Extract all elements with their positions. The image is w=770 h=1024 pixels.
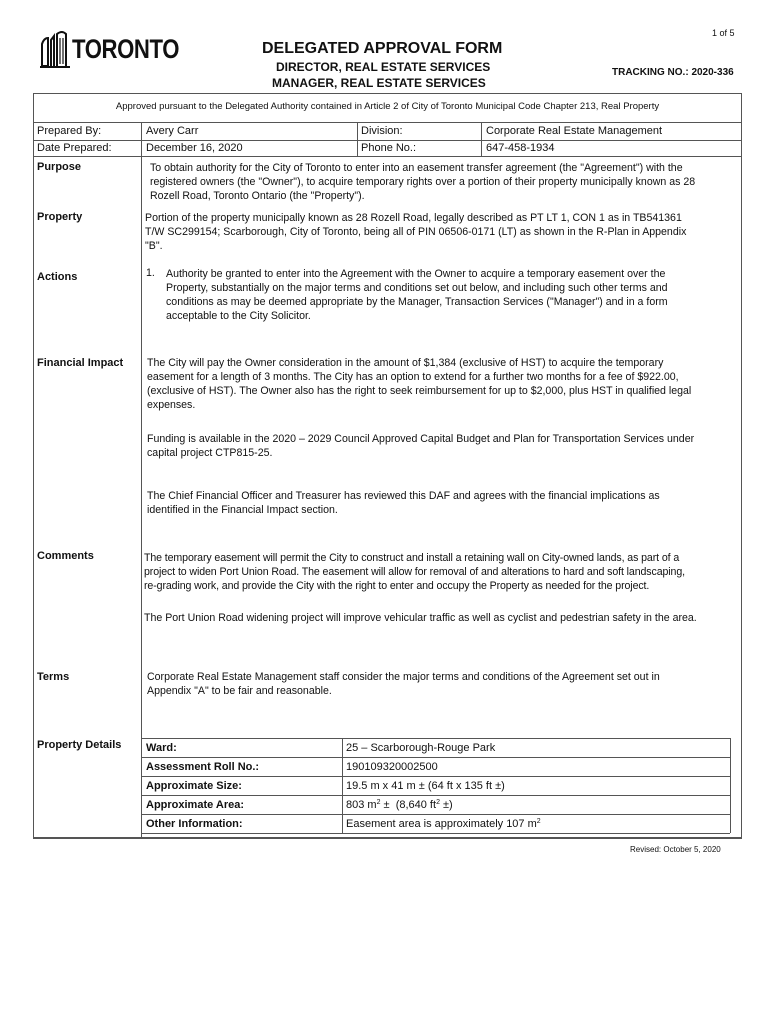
superscript: 2 — [376, 799, 381, 806]
text-line: The Chief Financial Officer and Treasurer has reviewed this DAF and agrees with the financial implications as — [147, 490, 660, 502]
date-prepared-value: December 16, 2020 — [146, 142, 243, 154]
prepared-by-value: Avery Carr — [146, 125, 199, 137]
divider-line — [142, 795, 730, 796]
form-subtitle-director: DIRECTOR, REAL ESTATE SERVICES — [276, 60, 491, 74]
purpose-label: Purpose — [37, 161, 82, 173]
action-number: 1. — [146, 267, 155, 279]
divider-line — [357, 122, 358, 156]
text-line: Property, substantially on the major terms and conditions set out below, and including such other terms and — [166, 282, 668, 294]
assessment-roll-label: Assessment Roll No.: — [146, 761, 260, 773]
other-information-text: Easement area is approximately 107 m — [346, 818, 537, 830]
phone-value: 647-458-1934 — [486, 142, 555, 154]
text-line: Rozell Road, Toronto Ontario (the "Property"). — [150, 190, 365, 202]
divider-line — [33, 122, 742, 123]
approximate-size-value: 19.5 m x 41 m ± (64 ft x 135 ft ±) — [346, 780, 505, 792]
divider-line — [142, 776, 730, 777]
text-line: Corporate Real Estate Management staff consider the major terms and conditions of the Agreement set out in — [147, 671, 660, 683]
superscript: 2 — [536, 818, 541, 825]
text-line: The Port Union Road widening project will improve vehicular traffic as well as cyclist and pedestrian safety in the area. — [144, 612, 697, 624]
text-line: The City will pay the Owner consideration in the amount of $1,384 (exclusive of HST) to acquire the temporary — [147, 357, 664, 369]
division-label: Division: — [361, 125, 403, 137]
text-line: expenses. — [147, 399, 196, 411]
action-text — [166, 267, 668, 323]
area-end: ±) — [439, 799, 453, 811]
actions-label: Actions — [37, 271, 78, 283]
financial-impact-paragraph-3 — [147, 489, 660, 517]
text-line: re-grading work, and provide the City with the right to enter and occupy the Property as needed for the project. — [144, 580, 650, 592]
divider-line — [33, 156, 742, 157]
text-line: Appendix "A" to be fair and reasonable. — [147, 685, 332, 697]
page-number: 1 of 5 — [712, 28, 735, 38]
financial-impact-label: Financial Impact — [37, 357, 124, 369]
text-line: (exclusive of HST). The Owner also has the right to seek reimbursement for up to $2,000, plus HST in qualified legal — [147, 385, 692, 397]
terms-label: Terms — [37, 671, 70, 683]
property-details-label: Property Details — [37, 739, 122, 751]
property-text — [145, 211, 686, 253]
phone-label: Phone No.: — [361, 142, 417, 154]
divider-line — [142, 757, 730, 758]
division-value: Corporate Real Estate Management — [486, 125, 663, 137]
text-line: easement for a length of 3 months. The City has an option to extend for a further two months for a fee of $922.00, — [147, 371, 679, 383]
text-line: Authority be granted to enter into the Agreement with the Owner to acquire a temporary easement over the — [166, 268, 666, 280]
divider-line — [342, 738, 343, 833]
terms-text — [147, 670, 660, 698]
text-line: The temporary easement will permit the City to construct and install a retaining wall on City-owned lands, as part of a — [144, 552, 680, 564]
revision-date: Revised: October 5, 2020 — [630, 845, 721, 854]
date-prepared-label: Date Prepared: — [37, 142, 112, 154]
divider-line — [141, 122, 142, 838]
form-subtitle-manager: MANAGER, REAL ESTATE SERVICES — [272, 76, 486, 90]
approval-authority-text: Approved pursuant to the Delegated Authority contained in Article 2 of City of Toronto Municipal Code Chapter 213, Real Property — [115, 101, 660, 112]
financial-impact-paragraph-1 — [147, 356, 691, 412]
divider-line — [33, 140, 742, 141]
assessment-roll-value: 190109320002500 — [346, 761, 438, 773]
property-label: Property — [37, 211, 83, 223]
ward-value: 25 – Scarborough-Rouge Park — [346, 742, 496, 754]
text-line: capital project CTP815-25. — [147, 447, 273, 459]
comments-label: Comments — [37, 550, 94, 562]
text-line: acceptable to the City Solicitor. — [166, 310, 311, 322]
other-information-label: Other Information: — [146, 818, 243, 830]
logo-wordmark: TORONTO — [72, 34, 180, 64]
comments-paragraph-2 — [144, 611, 697, 625]
prepared-by-label: Prepared By: — [37, 125, 102, 137]
text-line: identified in the Financial Impact section. — [147, 504, 338, 516]
divider-line — [33, 838, 742, 839]
toronto-city-hall-icon — [40, 26, 72, 70]
divider-line — [142, 833, 730, 834]
text-line: T/W SC299154; Scarborough, City of Toronto, being all of PIN 06506-0171 (LT) as shown in the R-Plan in Appendix — [145, 226, 687, 238]
approximate-area-label: Approximate Area: — [146, 799, 245, 811]
divider-line — [481, 122, 482, 156]
text-line: registered owners (the "Owner"), to acquire temporary rights over a portion of their property municipally known as 28 — [150, 176, 696, 188]
form-body-frame — [33, 93, 742, 838]
purpose-text — [150, 161, 695, 203]
financial-impact-paragraph-2 — [147, 432, 694, 460]
text-line: Portion of the property municipally known as 28 Rozell Road, legally described as PT LT 1, CON 1 as in TB541361 — [145, 212, 682, 224]
approximate-area-value — [346, 799, 453, 811]
comments-paragraph-1 — [144, 551, 685, 593]
divider-line — [142, 814, 730, 815]
toronto-logo — [40, 26, 180, 70]
form-title: DELEGATED APPROVAL FORM — [262, 40, 503, 57]
area-imperial: ± (8,640 ft — [380, 799, 437, 811]
text-line: project to widen Port Union Road. The easement will allow for removal of and alterations to hard and soft landscaping, — [144, 566, 685, 578]
tracking-number: TRACKING NO.: 2020-336 — [612, 67, 734, 78]
ward-label: Ward: — [146, 742, 177, 754]
text-line: "B". — [145, 240, 163, 252]
area-metric: 803 m — [346, 799, 377, 811]
superscript: 2 — [436, 799, 440, 806]
other-information-value — [346, 818, 541, 830]
text-line: conditions as may be deemed appropriate by the Manager, Transaction Services ("Manager") and in a form — [166, 296, 668, 308]
divider-line — [730, 738, 731, 833]
text-line: To obtain authority for the City of Toronto to enter into an easement transfer agreement (the "Agreement") with the — [150, 162, 683, 174]
text-line: Funding is available in the 2020 – 2029 Council Approved Capital Budget and Plan for Transportation Services under — [147, 433, 695, 445]
approximate-size-label: Approximate Size: — [146, 780, 242, 792]
divider-line — [142, 738, 730, 739]
